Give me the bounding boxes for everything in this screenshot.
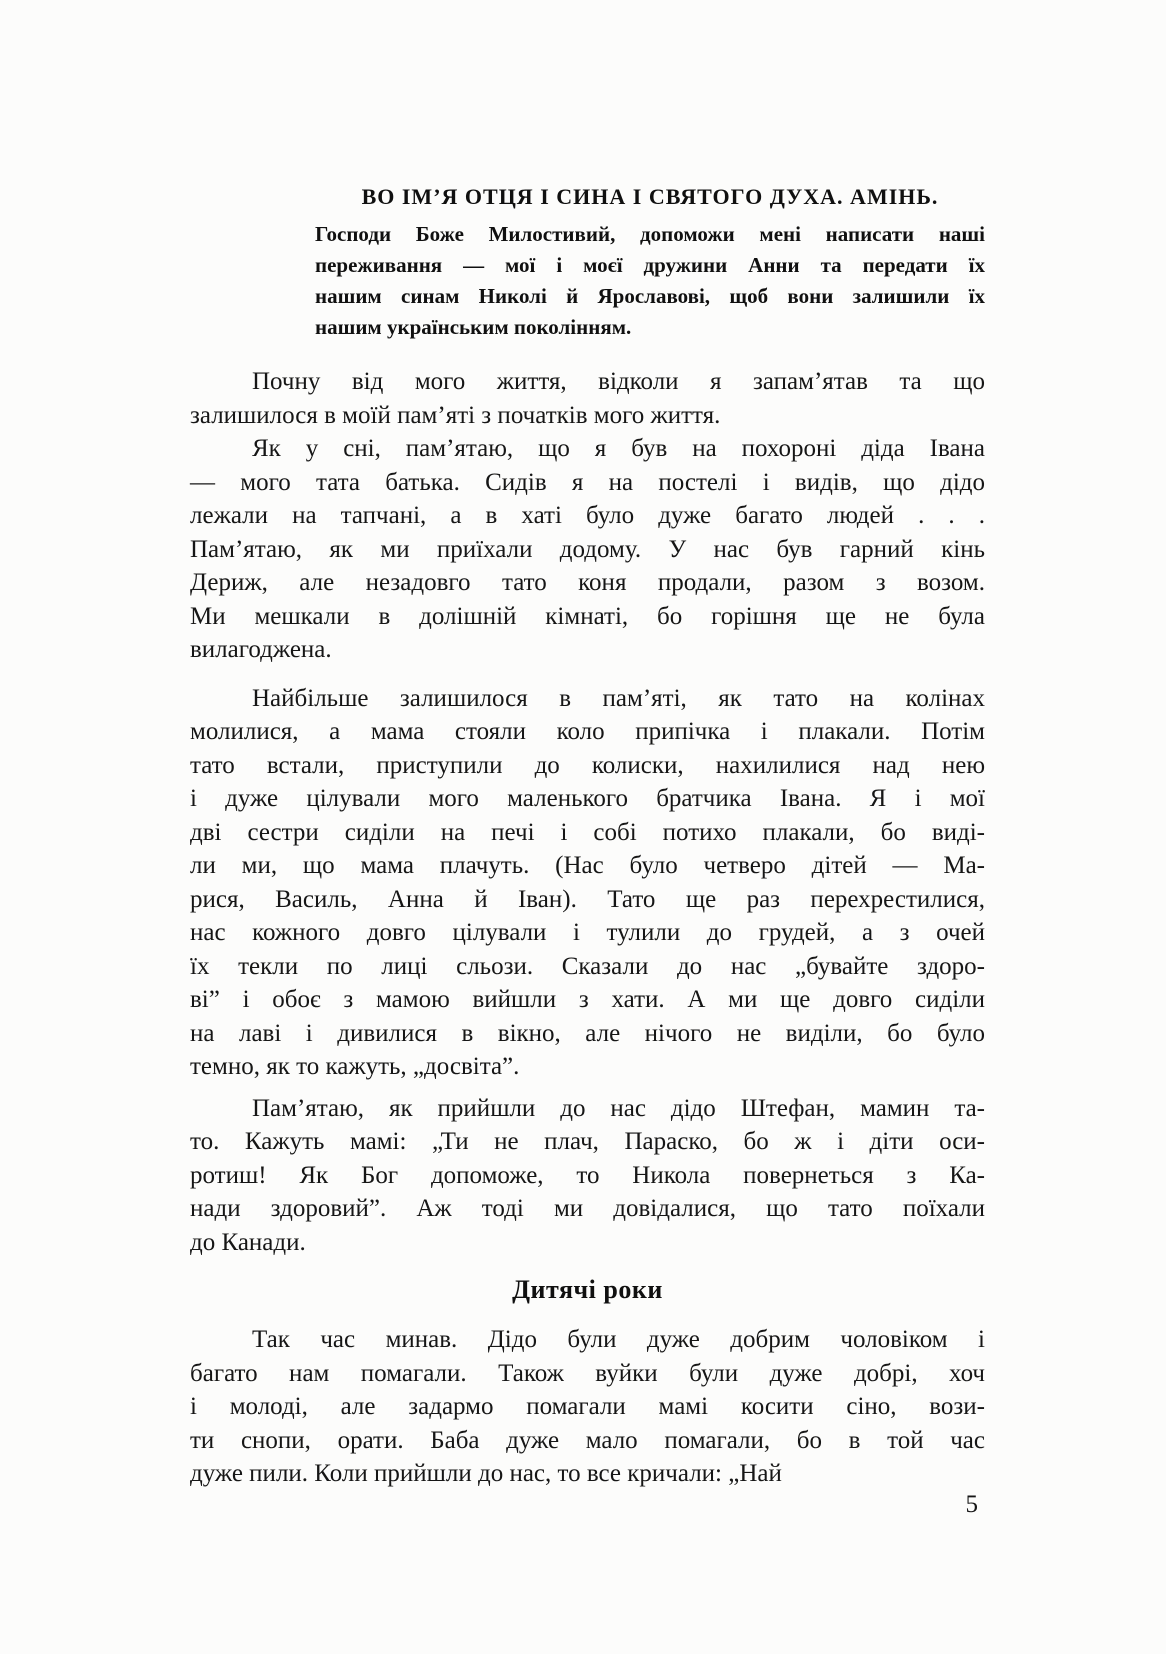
text-column xyxy=(190,0,985,1491)
text-line: Ми мешкали в долішній кімнаті, бо горішня ще не була xyxy=(190,602,985,630)
text-line: ротиш! Як Бог допоможе, то Никола повернеться з Ка- xyxy=(190,1161,985,1189)
body-text xyxy=(190,365,985,1491)
paragraph xyxy=(190,432,985,667)
paragraph xyxy=(190,365,985,432)
section-subheading: Дитячі роки xyxy=(512,1275,663,1304)
text-line: молилися, а мама стояли коло припічка і плакали. Потім xyxy=(190,718,985,745)
text-line: Дериж, але незадовго тато коня продали, разом з возом. xyxy=(190,569,985,596)
paragraph xyxy=(190,682,985,1084)
text-line: темно, як то кажуть, „досвіта”. xyxy=(190,1053,520,1080)
paragraph xyxy=(190,1323,985,1491)
text-line: до Канади. xyxy=(190,1228,306,1256)
text-line: переживання — мої і моєї дружини Анни та передати їх xyxy=(315,253,985,277)
text-line: і дуже цілували мого маленького братчика Івана. Я і мої xyxy=(190,785,985,812)
text-line: Пам’ятаю, як ми приїхали додому. У нас був гарний кінь xyxy=(190,535,985,563)
text-line: тато встали, приступили до колиски, нахилилися над нею xyxy=(190,751,985,779)
text-line: Пам’ятаю, як прийшли до нас дідо Штефан, мамин та- xyxy=(252,1094,985,1122)
text-line: нашим синам Николі й Ярославові, щоб вони залишили їх xyxy=(315,284,985,308)
text-line: нади здоровий”. Аж тоді ми довідалися, що тато поїхали xyxy=(190,1195,985,1222)
text-line: дві сестри сиділи на печі і собі потихо плакали, бо виді- xyxy=(190,818,985,846)
text-line: — мого тата батька. Сидів я на постелі і видів, що дідо xyxy=(190,468,985,496)
text-line: багато нам помагали. Також вуйки були дуже добрі, хоч xyxy=(190,1359,985,1387)
text-line: дуже пили. Коли прийшли до нас, то все кричали: „Най xyxy=(190,1460,782,1487)
text-line: ві” і обоє з мамою вийшли з хати. А ми ще довго сиділи xyxy=(190,986,985,1013)
text-line: Так час минав. Дідо були дуже добрим чоловіком і xyxy=(252,1326,985,1353)
text-line: нас кожного довго цілували і тулили до грудей, а з очей xyxy=(190,919,985,946)
text-line: ти снопи, орати. Баба дуже мало помагали, бо в той час xyxy=(190,1426,985,1454)
text-line: Господи Боже Милостивий, допоможи мені написати наші xyxy=(315,222,985,246)
page-number: 5 xyxy=(965,1491,978,1518)
text-line: нашим українським поколінням. xyxy=(315,315,632,339)
text-line: то. Кажуть мамі: „Ти не плач, Параско, бо ж і діти оси- xyxy=(190,1128,985,1155)
text-line: залишилося в моїй пам’яті з початків мого життя. xyxy=(190,401,721,429)
text-line: їх текли по лиці сльози. Сказали до нас „бувайте здоро- xyxy=(190,952,985,980)
invocation-text xyxy=(315,219,985,343)
text-line: Як у сні, пам’ятаю, що я був на похороні діда Івана xyxy=(252,435,985,462)
text-line: і молоді, але задармо помагали мамі косити сіно, вози- xyxy=(190,1393,985,1420)
text-line: ли ми, що мама плачуть. (Нас було четверо дітей — Ма- xyxy=(190,852,985,879)
page-title: ВО ІМ’Я ОТЦЯ І СИНА І СВЯТОГО ДУХА. АМІНЬ. xyxy=(361,184,939,209)
paragraph xyxy=(190,1092,985,1260)
text-line: Найбільше залишилося в пам’яті, як тато на колінах xyxy=(252,684,985,712)
text-line: на лаві і дивилися в вікно, але нічого не виділи, бо було xyxy=(190,1019,985,1047)
text-line: лежали на тапчані, а в хаті було дуже багато людей . . . xyxy=(190,502,985,529)
text-line: рися, Василь, Анна й Іван). Тато ще раз перехрестилися, xyxy=(190,885,985,913)
text-line: вилагоджена. xyxy=(190,636,332,663)
text-line: Почну від мого життя, відколи я запам’ятав та що xyxy=(252,368,985,395)
